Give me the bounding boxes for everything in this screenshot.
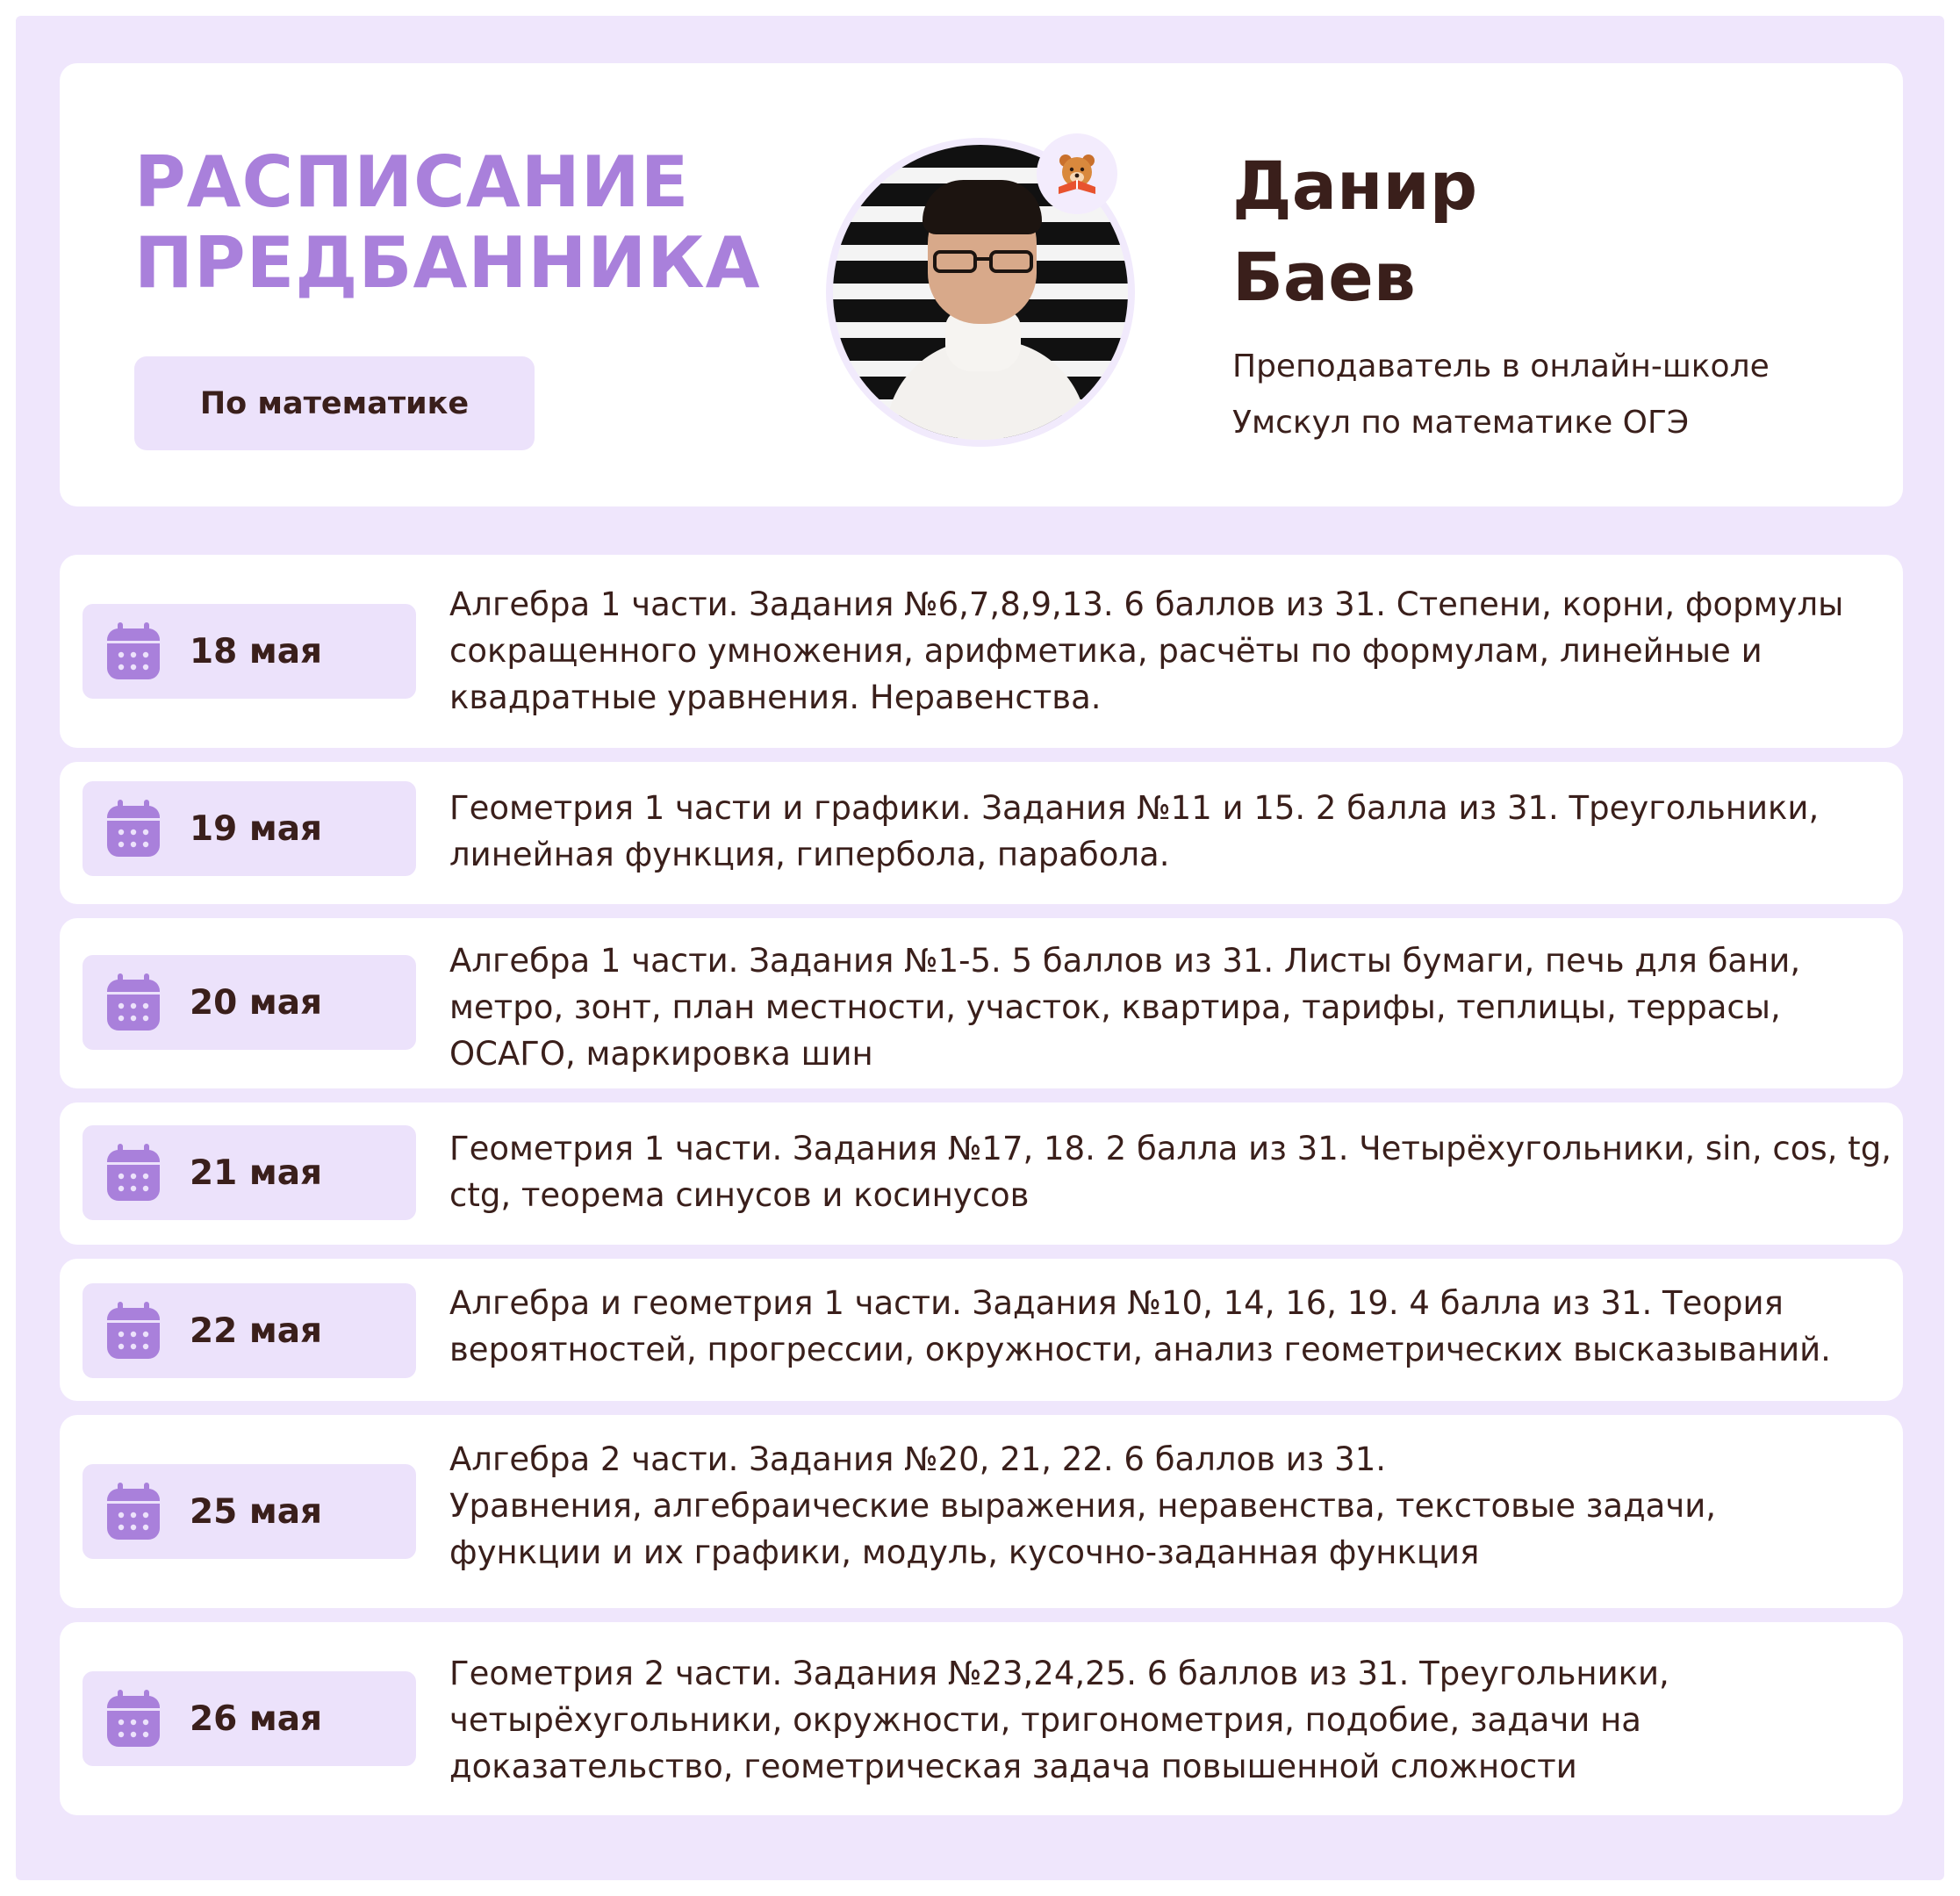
date-chip bbox=[83, 781, 416, 876]
title-line-1: РАСПИСАНИЕ bbox=[134, 141, 690, 223]
description-line: квадратные уравнения. Неравенства. bbox=[449, 679, 1102, 716]
subject-label: По математике bbox=[199, 385, 470, 421]
calendar-icon bbox=[105, 799, 162, 858]
schedule-row bbox=[60, 762, 1903, 904]
calendar-icon bbox=[105, 1689, 162, 1749]
lesson-description bbox=[449, 581, 1868, 721]
date-chip bbox=[83, 1464, 416, 1559]
description-line: Геометрия 2 части. Задания №23,24,25. 6 баллов из 31. Треугольники, bbox=[449, 1655, 1669, 1692]
description-line: доказательство, геометрическая задача повышенной сложности bbox=[449, 1748, 1577, 1785]
description-line: метро, зонт, план местности, участок, квартира, тарифы, теплицы, террасы, bbox=[449, 988, 1781, 1026]
date-chip bbox=[83, 604, 416, 699]
teacher-role-line-2: Умскул по математике ОГЭ bbox=[1232, 405, 1690, 441]
glasses-icon bbox=[931, 248, 1035, 275]
description-line: Алгебра и геометрия 1 части. Задания №10, 14, 16, 19. 4 балла из 31. Теория bbox=[449, 1284, 1784, 1322]
teacher-last-name: Баев bbox=[1232, 238, 1416, 316]
lesson-description bbox=[449, 937, 1868, 1077]
lesson-description bbox=[449, 1280, 1868, 1373]
calendar-icon bbox=[105, 1143, 162, 1203]
schedule-row bbox=[60, 1102, 1903, 1245]
page-title bbox=[134, 142, 761, 304]
teacher-first-name: Данир bbox=[1232, 147, 1478, 225]
description-line: сокращенного умножения, арифметика, расчёты по формулам, линейные и bbox=[449, 632, 1763, 670]
bear-logo-icon bbox=[1052, 148, 1102, 199]
date-label: 26 мая bbox=[190, 1698, 323, 1739]
description-line: функции и их графики, модуль, кусочно-заданная функция bbox=[449, 1533, 1480, 1571]
title-line-2: ПРЕДБАННИКА bbox=[134, 222, 761, 304]
lesson-description bbox=[449, 1650, 1868, 1790]
teacher-role-line-1: Преподаватель в онлайн-школе bbox=[1232, 348, 1770, 384]
photo-hair bbox=[923, 180, 1042, 234]
description-line: ctg, теорема синусов и косинусов bbox=[449, 1176, 1030, 1214]
date-chip bbox=[83, 1671, 416, 1766]
description-line: Геометрия 1 части. Задания №17, 18. 2 балла из 31. Четырёхугольники, sin, cos, tg, bbox=[449, 1130, 1892, 1167]
calendar-icon bbox=[105, 1301, 162, 1361]
subject-chip bbox=[134, 356, 535, 450]
date-label: 25 мая bbox=[190, 1491, 323, 1532]
teacher-role bbox=[1232, 339, 1770, 451]
description-line: Алгебра 1 части. Задания №6,7,8,9,13. 6 баллов из 31. Степени, корни, формулы bbox=[449, 585, 1844, 623]
date-label: 20 мая bbox=[190, 982, 323, 1023]
description-line: Уравнения, алгебраические выражения, неравенства, текстовые задачи, bbox=[449, 1487, 1716, 1525]
date-label: 22 мая bbox=[190, 1311, 323, 1351]
schedule-row bbox=[60, 918, 1903, 1088]
schedule-row bbox=[60, 555, 1903, 748]
description-line: Алгебра 2 части. Задания №20, 21, 22. 6 баллов из 31. bbox=[449, 1440, 1387, 1478]
date-label: 19 мая bbox=[190, 808, 323, 849]
school-logo-badge bbox=[1037, 133, 1117, 214]
description-line: вероятностей, прогрессии, окружности, анализ геометрических высказываний. bbox=[449, 1331, 1831, 1368]
schedule-row bbox=[60, 1259, 1903, 1401]
date-label: 21 мая bbox=[190, 1153, 323, 1193]
date-label: 18 мая bbox=[190, 631, 323, 672]
calendar-icon bbox=[105, 621, 162, 681]
schedule-row bbox=[60, 1622, 1903, 1815]
calendar-icon bbox=[105, 973, 162, 1032]
schedule-row bbox=[60, 1415, 1903, 1608]
description-line: Геометрия 1 части и графики. Задания №11 и 15. 2 балла из 31. Треугольники, bbox=[449, 789, 1820, 827]
lesson-description bbox=[449, 1436, 1868, 1576]
date-chip bbox=[83, 1125, 416, 1220]
description-line: четырёхугольники, окружности, тригонометрия, подобие, задачи на bbox=[449, 1701, 1641, 1739]
description-line: линейная функция, гипербола, парабола. bbox=[449, 836, 1170, 873]
date-chip bbox=[83, 1283, 416, 1378]
teacher-name bbox=[1232, 140, 1477, 323]
calendar-icon bbox=[105, 1482, 162, 1541]
description-line: Алгебра 1 части. Задания №1-5. 5 баллов из 31. Листы бумаги, печь для бани, bbox=[449, 942, 1801, 980]
description-line: ОСАГО, маркировка шин bbox=[449, 1035, 873, 1073]
lesson-description bbox=[449, 1125, 1892, 1218]
date-chip bbox=[83, 955, 416, 1050]
lesson-description bbox=[449, 785, 1868, 878]
